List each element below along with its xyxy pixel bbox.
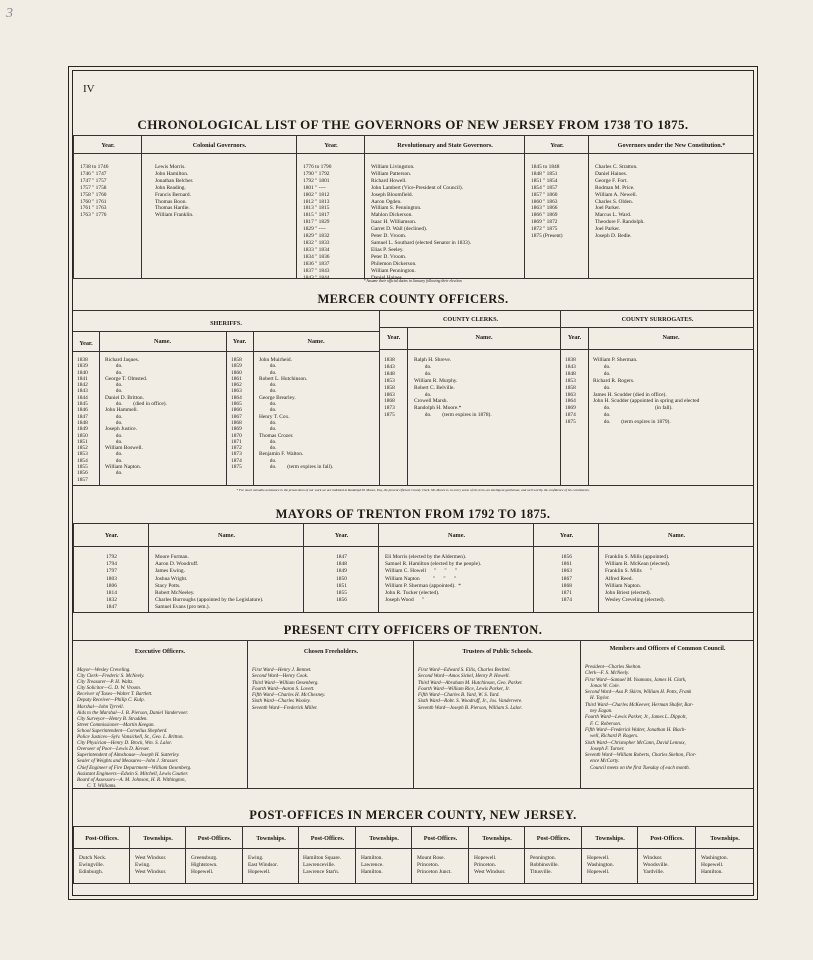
city-trustees: First Ward—Edward S. Ellis, Charles Bechtel. Second Ward—Amos Sickel, Henry P. Howell. Third Ward—Abraham M. Hutchinson, Geo. Parker. Fourth Ward—William Rice, Lewis Parker, Jr. Fifth Ward—Charles B. Yard, W. S. Yard. Sixth Ward—Robt. S. Woodruff, Jr., Jos. Vandervere. Seventh Ward—Joseph B. Pierson, William S. Lalor. — [418, 668, 523, 711]
gov-constitution-names: Charles C. Stratton. Daniel Haines. George F. Fort. Rodman M. Price. William A. Newell. Charles S. Olden. Joel Parker. Marcus L. Ward. Theodore F. Randolph. Joel Parker. Joseph D. Bedle. — [595, 164, 645, 240]
mercer-table — [73, 310, 753, 486]
po-col-9: Pennington. Robbinsville. Titusville. — [530, 855, 559, 875]
gov-header-year-2: Year. — [324, 142, 338, 149]
po-col-4: Ewing. East Windsor. Hopewell. — [248, 855, 278, 875]
twp-header-2: Townships. — [256, 835, 286, 842]
mayor-years-1: 1792 1794 1797 1803 1806 1814 1832 1847 — [106, 554, 117, 611]
gov-header-revolutionary: Revolutionary and State Governors. — [397, 142, 493, 149]
mayors-title: MAYORS OF TRENTON FROM 1792 TO 1875. — [275, 507, 551, 521]
page-number: IV — [83, 83, 95, 95]
city-freeholders: First Ward—Henry J. Bennet. Second Ward—Henry Cook. Third Ward—William Oesenberg. Fourth Ward—Aaron S. Lovett. Fifth Ward—Charles H. McChesney. Sixth Ward—Charles Wooley. Seventh Ward—Frederick Miller. — [252, 668, 326, 711]
sheriff-year-header-2: Year. — [232, 338, 247, 345]
surrogate-names: William P. Sherman. do. do. Richard R. Rogers. do. James H. Scudder (died in office). John H. Scudder (appointed in spring and elected do. (in fall). do. do. (term expires in 1879). — [593, 357, 700, 426]
mercer-footnote: * For much valuable assistance in the prosecution of our work we are indebted to Randolph H. Moore, Esq, the present efficient County Clerk. Mr. Moore is, in every sense of the term, an intelligent gentleman, and well worthy the confidence of his constituents. — [236, 488, 590, 492]
surrogate-name-header: Name. — [662, 334, 680, 341]
gov-constitution-years: 1845 to 1848 1848 " 1851 1851 " 1854 1854 " 1857 1857 " 1860 1860 " 1863 1863 " 1866 1866 " 1869 1869 " 1872 1872 " 1875 1875 (Present) — [531, 164, 563, 240]
mayor-year-header-3: Year. — [559, 532, 574, 539]
gov-header-constitution: Governors under the New Constitution.* — [617, 142, 726, 149]
sheriff-years-2: 1858 1859 1860 1861 1862 1863 1864 1865 1866 1867 1868 1869 1870 1871 1872 1873 1874 1875 — [231, 357, 242, 471]
gov-revolutionary-names: William Livingston. William Patterson. Richard Howell. John Lambert (Vice-President of Council). Joseph Bloomfield. Aaron Ogden. William S. Pennington. Mahlon Dickerson. Isaac H. Williamson. Garret D. Wall (declined). Peter D. Vroom. Samuel L. Southard (elected Senator in 1833). Elias P. Seeley. Peter D. Vroom. Philemon Dickerson. William Pennington. Daniel Haines. — [371, 164, 472, 281]
gov-colonial-years: 1738 to 1746 1746 " 1747 1747 " 1757 1757 " 1758 1758 " 1760 1760 " 1761 1761 " 1763 1763 " 1776 — [80, 164, 109, 219]
margin-mark: 3 — [6, 6, 13, 21]
governors-table — [73, 135, 753, 279]
surrogate-year-header: Year. — [567, 334, 582, 341]
mayors-table — [73, 523, 753, 613]
city-header-trustees: Trustees of Public Schools. — [462, 648, 533, 655]
surrogates-title: COUNTY SURROGATES. — [621, 316, 694, 323]
surrogates-section — [560, 311, 754, 485]
city-header-executive: Executive Officers. — [134, 648, 186, 655]
po-col-6: Hamilton. Lawrence. Hamilton. — [361, 855, 384, 875]
po-col-8: Hopewell. Princeton. West Windsor. — [474, 855, 506, 875]
po-col-7: Mount Rose. Princeton. Princeton Junct. — [417, 855, 452, 875]
po-header-6: Post-Offices. — [650, 835, 684, 842]
po-col-5: Hamilton Square. Lawrenceville. Lawrence Stat'n. — [303, 855, 342, 875]
gov-revolutionary-years: 1776 to 1790 1790 " 1792 1792 " 1801 1801 " ---- 1802 " 1812 1812 " 1813 1813 " 1815 1815 " 1817 1817 " 1829 1829 " ---- 1829 " 1832 1832 " 1833 1833 " 1834 1834 " 1836 1836 " 1837 1837 " 1843 1843 " 1844 — [303, 164, 332, 281]
postoffices-table — [73, 826, 753, 884]
sheriffs-title: SHERIFFS. — [210, 320, 242, 327]
mayor-name-header-2: Name. — [447, 532, 465, 539]
page-frame — [68, 66, 758, 900]
mayor-years-2: 1847 1848 1849 1850 1851 1855 1856 — [336, 554, 347, 604]
po-header-4: Post-Offices. — [423, 835, 458, 842]
gov-header-year-3: Year. — [550, 142, 564, 149]
clerk-name-header: Name. — [475, 334, 493, 341]
sheriff-names-2: John Muirheid. do. do. Robert L. Hutchinson. do. do. George Brearley. do. do. Henry T. Cox. do. do. Thomas Crozer. do. do. Benjamin F. Walton. do. do. (term expires in fall). — [259, 357, 334, 471]
mercer-title: MERCER COUNTY OFFICERS. — [317, 292, 509, 306]
city-table — [73, 640, 753, 789]
city-executive: Mayor—Wesley Creveling. City Clerk—Frederic S. McNeely. City Treasurer—P. H. Waltz. City Solicitor—G. D. W. Vroom. Receiver of Taxes—Walter T. Bartlett. Deputy Receiver—Philip C. Kulp. Marshal—John Tyrrell. Aids to the Marshal—J. B. Pierson, Daniel Vandervoer. City Surveyor—Henry B. Stradden. Street Commissioner—Martin Keegan. School Superintendent—Cornelius Shepherd. Police Justices—Sylv. Vansickell, Sr., Geo. L. Britton. City Physician—Henry D. Brock, Wm. S. Lalor. Overseer of Poor—Lewis D. Kevser. Superintendent of Almshouse—Joseph H. Sutterley. Sealer of Weights and Measures—John J. Strasser. Chief Engineer of Fire Department—William Oesenberg. Assistant Engineers—Edwin S. Mitchell, Lewis Coutier. Board of Assessors—A. M. Johnson, H. R. Withington, C. T. Williams. — [77, 668, 192, 789]
city-council: President—Charles Skelton. Clerk—F. S. McNeely. First Ward—Samuel M. Youmans, James H. Clark, Jonas W. Cole. Second Ward—Asa P. Skirm, William H. Potts, Frank H. Taylor. Third Ward—Charles McKeever, Herman Shafer, Bar- ney Eagan. Fourth Ward—Lewis Parker, Jr., James L. Dippolt, F. C. Roberson. Fifth Ward—Frederick Walter, Jonathan H. Blach- well, Richard P. Rogers. Sixth Ward—Christopher McCann, David Lennox, Joseph F. Turner. Seventh Ward—William Roberts, Charles Skelton, Flor- ence McCarty. Council meets on the first Tuesday of each month. — [585, 665, 697, 771]
po-header-3: Post-Offices. — [310, 835, 345, 842]
sheriffs-section — [73, 311, 379, 485]
po-col-2: West Windsor. Ewing. West Windsor. — [135, 855, 167, 875]
gov-header-colonial: Colonial Governors. — [192, 142, 247, 149]
twp-header-5: Townships. — [595, 835, 625, 842]
po-col-12: Washington. Hopewell. Hamilton. — [701, 855, 728, 875]
governors-footnote: * Assume their official duties in January following their election. — [363, 279, 463, 283]
clerk-years: 1838 1843 1848 1853 1858 1863 1868 1873 1875 — [384, 357, 395, 419]
twp-header-1: Townships. — [143, 835, 173, 842]
clerk-year-header: Year. — [386, 334, 401, 341]
mayor-names-2: Eli Morris (elected by the Aldermen). Samuel R. Hamilton (elected by the people). William C. Howell " " " William Napton " " " William P. Sherman (appointed). * John R. Tucker (elected). Joseph Wood " — [385, 554, 482, 604]
gov-colonial-names: Lewis Morris. John Hamilton. Jonathan Belcher. John Reading. Francis Bernard. Thomas Boon. Thomas Hardie. William Franklin. — [155, 164, 194, 219]
postoffices-title: POST-OFFICES IN MERCER COUNTY, NEW JERSEY. — [249, 808, 577, 822]
mayor-name-header-3: Name. — [667, 532, 685, 539]
clerks-title: COUNTY CLERKS. — [442, 316, 499, 323]
clerk-names: Ralph H. Shreve. do. do. William R. Murphy. Robert C. Belville. do. Crowell Marsh. Randolph H. Moore.* do. (term expires in 1878). — [414, 357, 492, 419]
mayor-year-header-2: Year. — [334, 532, 349, 539]
city-header-freeholders: Chosen Freeholders. — [303, 648, 359, 655]
twp-header-3: Townships. — [369, 835, 399, 842]
po-header-1: Post-Offices. — [85, 835, 119, 842]
gov-header-year-1: Year. — [101, 142, 115, 149]
twp-header-4: Townships. — [482, 835, 512, 842]
sheriff-names-1: Richard Jaques. do. do. George T. Olmsted. do. do. Daniel D. Britton. do. (died in office). John Hammell. do. do. Joseph Justice. do. do. William Boswell. do. do. William Napton. do. — [105, 357, 167, 477]
mayor-names-3: Franklin S. Mills (appointed). William R. McKean (elected). Franklin S. Mills " Alfred Reed. William Napton. John Briest (elected). Wesley Creveling (elected). — [605, 554, 671, 604]
po-col-10: Hopewell. Washington. Hopewell. — [587, 855, 614, 875]
mayor-names-1: Moore Furman. Aaron D. Woodruff. James Ewing. Joshua Wright. Stacy Potts. Robert McNeeley. Charles Burroughs (appointed by the Legislature). Samuel Evans (pro tem.). — [155, 554, 264, 611]
po-col-3: Greensburg. Hightstown. Hopewell. — [191, 855, 218, 875]
city-title: PRESENT CITY OFFICERS OF TRENTON. — [283, 623, 543, 637]
mayor-name-header-1: Name. — [217, 532, 235, 539]
mayor-years-3: 1856 1861 1863 1867 1868 1871 1874 — [561, 554, 572, 604]
sheriff-year-header-1: Year. — [79, 340, 93, 347]
surrogate-years: 1838 1843 1848 1853 1858 1863 1864 1869 1874 1875 — [565, 357, 576, 426]
sheriff-years-1: 1838 1839 1840 1841 1842 1843 1844 1845 1846 1847 1848 1849 1850 1851 1852 1853 1854 1855 1856 1857 — [77, 357, 88, 483]
po-col-1: Dutch Neck. Ewingville. Edinburgh. — [79, 855, 107, 875]
mayor-year-header-1: Year. — [104, 532, 119, 539]
twp-header-6: Townships. — [710, 835, 740, 842]
po-col-11: Windsor. Woodsville. Yardville. — [643, 855, 669, 875]
clerks-section — [379, 311, 561, 485]
sheriff-name-header-2: Name. — [307, 338, 325, 345]
sheriff-name-header-1: Name. — [153, 338, 171, 345]
governors-title: CHRONOLOGICAL LIST OF THE GOVERNORS OF NEW JERSEY FROM 1738 TO 1875. — [137, 117, 689, 132]
city-header-council: Members and Officers of Common Council. — [609, 645, 726, 652]
po-header-5: Post-Offices. — [536, 835, 571, 842]
po-header-2: Post-Offices. — [197, 835, 232, 842]
